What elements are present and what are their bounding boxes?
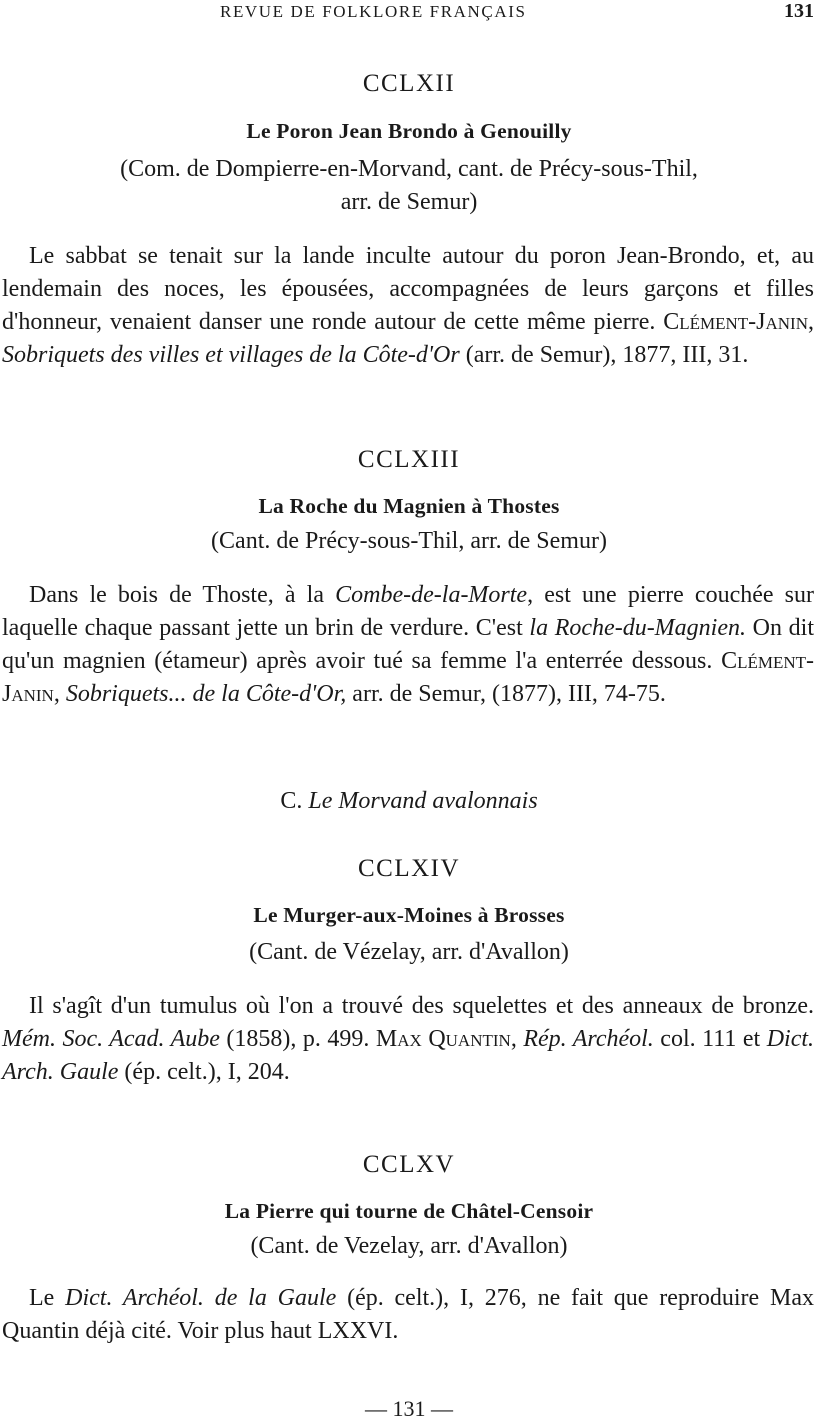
paragraph-text: , [53,681,66,707]
section-letter: C. [280,788,309,814]
section-heading [0,788,818,815]
paragraph-text: (1858), p. 499. [219,1026,376,1052]
entry-paragraph [0,990,818,1089]
running-title: REVUE DE FOLKLORE FRANÇAIS [220,2,527,21]
paragraph-text: (ép. celt.), I, 204. [118,1059,290,1085]
page-folio: — 131 — [365,1396,453,1421]
entry-location: (Cant. de Vezelay, arr. d'Avallon) [250,1233,568,1259]
entry-paragraph [0,579,818,711]
author-name: Clément-Janin [2,648,814,707]
entry-location: (Cant. de Précy-sous-Thil, arr. de Semur) [211,528,607,554]
entry-numeral: CCLXV [362,1151,456,1178]
paragraph-text: , [808,309,814,335]
paragraph-text: (ép. celt.), I, 276, ne fait que reproduire Max Quantin déjà cité. Voir plus haut LXXVI. [2,1285,814,1344]
paragraph-text: Dans le bois de Thoste, à la [29,582,336,608]
entry-title: Le Poron Jean Brondo à Genouilly [246,119,572,143]
reference: Mém. Soc. Acad. Aube [2,1026,220,1052]
entry-location [0,153,818,219]
entry-numeral: CCLXIV [357,855,461,882]
author-name: Max Quantin [375,1026,511,1052]
reference: Dict. Arch. Gaule [2,1026,815,1085]
paragraph-text: , [510,1026,524,1052]
paragraph-text: Le sabbat se tenait sur la lande inculte autour du poron Jean-Brondo, et, au lendemain des noces, les épousées, accompagnées de leurs garçons et filles d'honneur, venaient danser une ronde autour de cette même pierre. [2,243,814,335]
entry-numeral: CCLXIII [357,446,461,473]
entry-location: (Cant. de Vézelay, arr. d'Avallon) [249,939,569,965]
paragraph-text: On dit qu'un magnien (étameur) après avoir tué sa femme l'a enterrée dessous. [2,615,814,674]
paragraph-text: col. 111 et [653,1026,767,1052]
entry-title: Le Murger-aux-Moines à Brosses [253,903,565,927]
entry-paragraph [0,240,818,372]
reference: Dict. Archéol. de la Gaule [65,1285,337,1311]
entry-title: La Pierre qui tourne de Châtel-Censoir [224,1199,594,1223]
running-header [0,0,818,26]
paragraph-text: (arr. de Semur), 1877, III, 31. [459,342,749,368]
place-name: la Roche-du-Magnien. [529,615,746,641]
entry-title: La Roche du Magnien à Thostes [258,494,560,518]
place-name: Combe-de-la-Morte [335,582,528,608]
work-title: Sobriquets des villes et villages de la Côte-d'Or [2,342,460,368]
paragraph-text: arr. de Semur, (1877), III, 74-75. [346,681,666,707]
entry-location-line: arr. de Semur) [340,189,478,215]
header-page-number: 131 [784,0,814,22]
paragraph-text: , est une pierre couchée sur laquelle chaque passant jette un brin de verdure. C'est [2,582,814,641]
entry-numeral: CCLXII [362,70,456,97]
paragraph-text: Le [29,1285,66,1311]
work-title: Sobriquets... de la Côte-d'Or, [65,681,347,707]
entry-paragraph [0,1282,818,1348]
paragraph-text: Il s'agît d'un tumulus où l'on a trouvé des squelettes et des anneaux de bronze. [29,993,814,1019]
author-name: Clément-Janin [663,309,808,335]
reference: Rép. Archéol. [523,1026,654,1052]
section-title: Le Morvand avalonnais [308,788,538,814]
entry-location-line: (Com. de Dompierre-en-Morvand, cant. de Précy-sous-Thil, [120,156,698,182]
